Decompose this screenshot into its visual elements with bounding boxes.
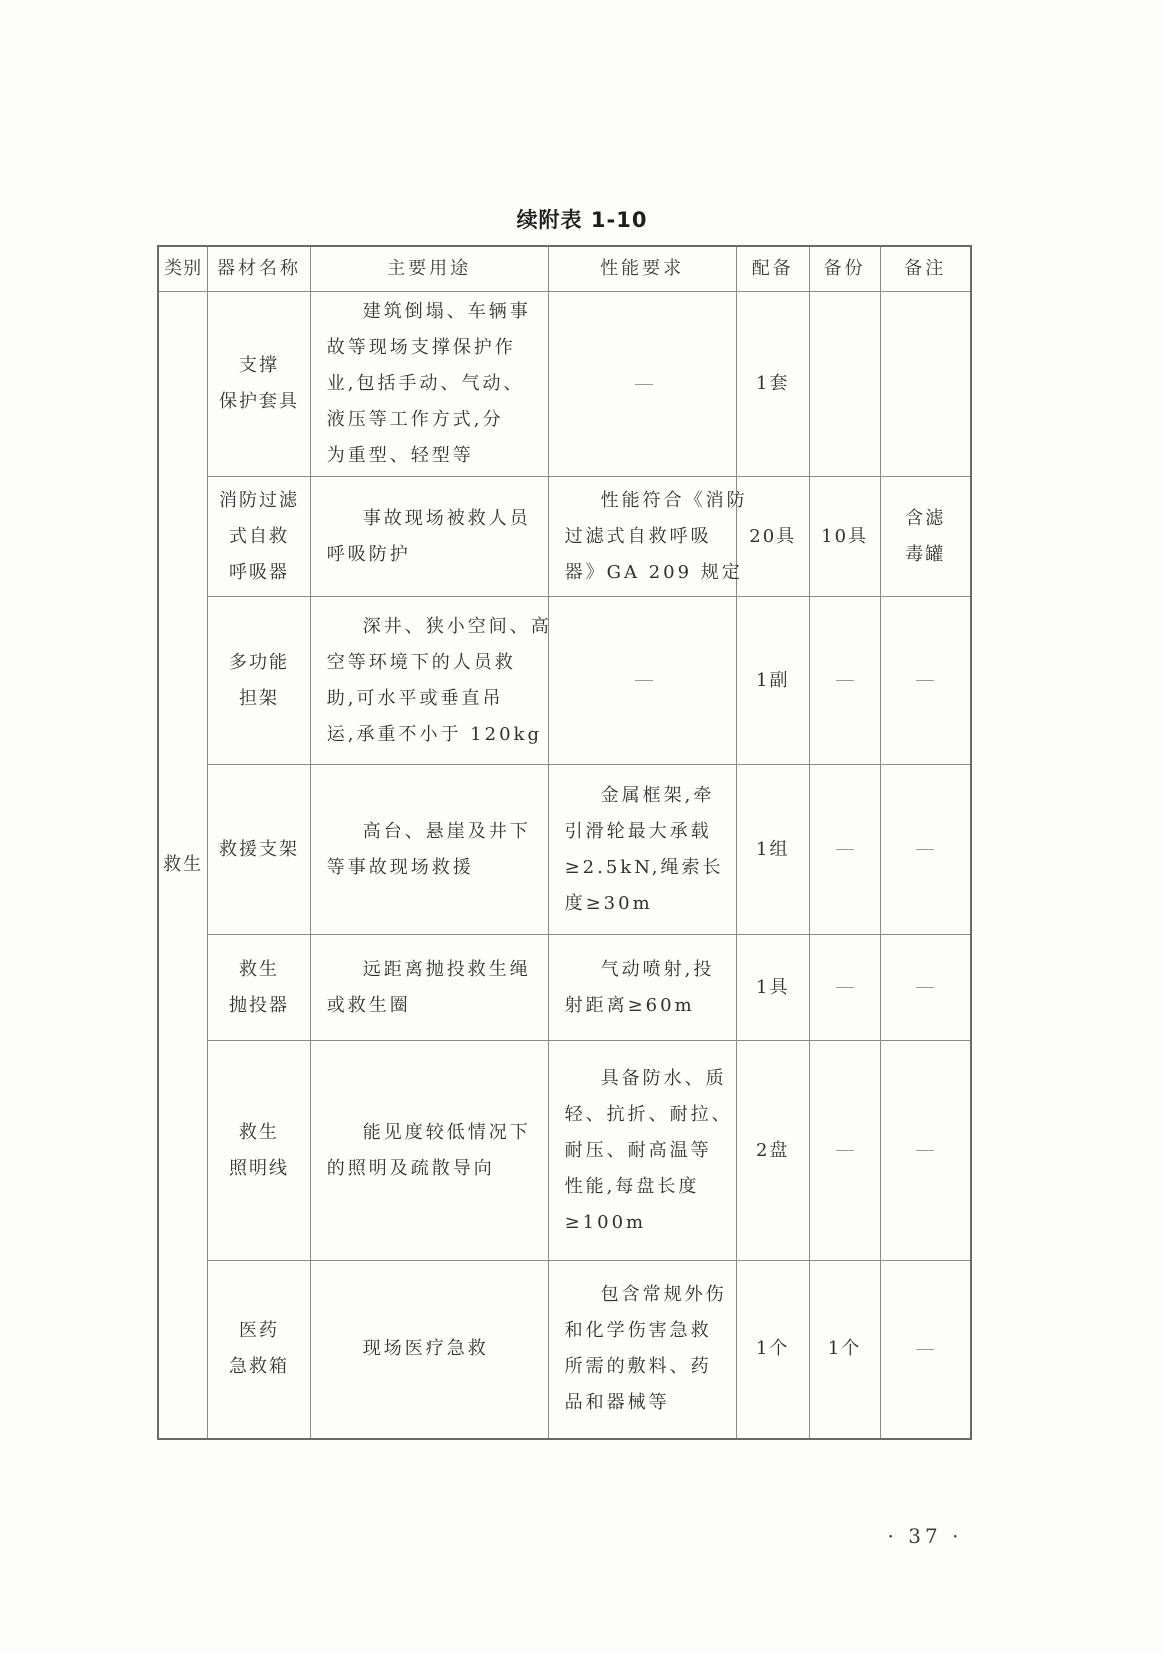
table-row [158,597,971,765]
cell-line: 包含常规外伤 [600,1284,727,1306]
cell-line: 运,承重不小于 120kg [326,723,542,745]
cell-line: 高台、悬崖及井下 [362,820,531,842]
usage-cell [310,292,548,477]
cell-line: 业,包括手动、气动、 [326,373,525,394]
backup-cell: 1个 [809,1261,880,1439]
cell-line: 金属框架,牵 [600,784,715,806]
cell-line [565,366,724,402]
note-cell [880,765,971,935]
cell-line: 呼吸防护 [326,543,411,565]
usage-cell [310,765,548,935]
backup-cell [809,597,880,765]
header-equip-count: 配备 [736,246,809,292]
cell-line: 多功能 [228,651,289,673]
cell-line: 和化学伤害急救 [564,1320,712,1342]
performance-cell [548,597,736,765]
cell-line: 等事故现场救援 [326,856,474,878]
cell-line: 器》GA 209 规定 [564,561,743,583]
table-row [158,935,971,1041]
cell-line [881,970,970,1006]
cell-line: 毒罐 [905,543,946,565]
header-category: 类别 [158,246,208,292]
performance-cell [548,477,748,597]
cell-line: 救生 [238,958,279,980]
table-row [158,1041,971,1261]
equip-count-cell: 1具 [736,935,809,1041]
cell-line: ≥100m [564,1211,647,1233]
cell-line [881,1331,970,1367]
dash-mark [635,384,653,385]
equipment-name-cell [208,1261,311,1439]
note-cell [880,1041,971,1261]
cell-line: 医药 [238,1320,279,1342]
header-main-usage: 主要用途 [310,246,548,292]
cell-line: 含滤 [905,507,946,529]
cell-line: 急救箱 [228,1356,289,1378]
equipment-name-cell [208,765,311,935]
cell-line: 救生 [238,1121,279,1143]
cell-line: 现场医疗急救 [362,1338,489,1360]
dash-mark [916,1150,934,1151]
cell-line: 为重型、轻型等 [326,445,474,466]
cell-line: 支撑 [238,355,279,376]
backup-cell [809,292,880,477]
dash-mark [836,987,854,988]
cell-line: 建筑倒塌、车辆事 [362,301,531,322]
table-caption: 续附表 1-10 [516,208,648,232]
cell-line: 事故现场被救人员 [362,507,531,529]
performance-cell [548,935,736,1041]
equip-count-cell: 1副 [736,597,809,765]
equipment-name-cell [208,1041,311,1261]
note-cell [880,292,971,477]
performance-cell [548,1041,736,1261]
table-body [158,292,971,1439]
backup-cell [809,935,880,1041]
cell-line: 远距离抛投救生绳 [362,958,531,980]
category-cell: 救生 [158,292,208,1439]
dash-mark [836,680,854,681]
cell-line [565,663,724,699]
cell-line [881,663,970,699]
table-row [158,1261,971,1439]
cell-line: 性能符合《消防 [600,489,748,511]
cell-line: 气动喷射,投 [600,958,715,980]
equip-count-cell: 2盘 [736,1041,809,1261]
cell-line: 故等现场支撑保护作 [326,337,516,358]
header-row [158,246,971,292]
usage-cell [310,477,548,597]
note-cell [880,477,971,597]
cell-line: 轻、抗折、耐拉、 [564,1103,733,1125]
table-row [158,477,971,597]
dash-mark [916,987,934,988]
cell-line: 助,可水平或垂直吊 [326,687,504,709]
dash-mark [635,680,653,681]
performance-cell [548,1261,736,1439]
cell-line: 的照明及疏散导向 [326,1157,495,1179]
cell-line: 呼吸器 [228,561,289,583]
cell-line: 保护套具 [218,391,299,412]
cell-line: 空等环境下的人员救 [326,651,516,673]
cell-line: 性能,每盘长度 [564,1175,700,1197]
cell-line: 照明线 [228,1157,289,1179]
dash-mark [916,1349,934,1350]
header-equipment-name: 器材名称 [208,246,311,292]
page-number: · 37 · [887,1524,963,1548]
cell-line: 或救生圈 [326,994,411,1016]
table-row [158,765,971,935]
note-cell [880,1261,971,1439]
table-row [158,292,971,477]
dash-mark [916,849,934,850]
cell-line: 过滤式自救呼吸 [564,525,712,547]
cell-line: 液压等工作方式,分 [326,409,504,430]
dash-mark [836,849,854,850]
equipment-table [157,245,972,1440]
equip-count-cell: 1个 [736,1261,809,1439]
backup-cell: 10具 [809,477,880,597]
dash-mark [916,680,934,681]
cell-line: 具备防水、质 [600,1067,727,1089]
equipment-name-cell [208,597,311,765]
cell-line: 能见度较低情况下 [362,1121,531,1143]
usage-cell [310,1261,548,1439]
cell-line [881,832,970,868]
cell-line: 消防过滤 [218,489,299,511]
cell-line: 耐压、耐高温等 [564,1139,712,1161]
cell-line: ≥2.5kN,绳索长 [564,856,724,878]
cell-line: 式自救 [228,525,289,547]
header-note: 备注 [880,246,971,292]
equipment-name-cell [208,935,311,1041]
cell-line: 品和器械等 [564,1392,670,1414]
cell-line: 深井、狭小空间、高 [362,615,552,637]
header-performance: 性能要求 [548,246,736,292]
usage-cell [310,597,552,765]
header-backup: 备份 [809,246,880,292]
equipment-name-cell [208,477,311,597]
note-cell [880,597,971,765]
cell-line: 担架 [238,687,279,709]
equipment-name-cell [208,292,311,477]
cell-line: 救援支架 [218,838,299,860]
cell-line: 射距离≥60m [564,994,695,1016]
equip-count-cell: 20具 [736,477,809,597]
backup-cell [809,1041,880,1261]
usage-cell [310,1041,548,1261]
cell-line: 引滑轮最大承载 [564,820,712,842]
dash-mark [836,1150,854,1151]
cell-line: 所需的敷料、药 [564,1356,712,1378]
equip-count-cell: 1套 [736,292,809,477]
performance-cell [548,292,736,477]
cell-line [881,1133,970,1169]
equip-count-cell: 1组 [736,765,809,935]
cell-line: 抛投器 [228,994,289,1016]
note-cell [880,935,971,1041]
usage-cell [310,935,548,1041]
performance-cell [548,765,736,935]
cell-line: 度≥30m [564,892,653,914]
backup-cell [809,765,880,935]
